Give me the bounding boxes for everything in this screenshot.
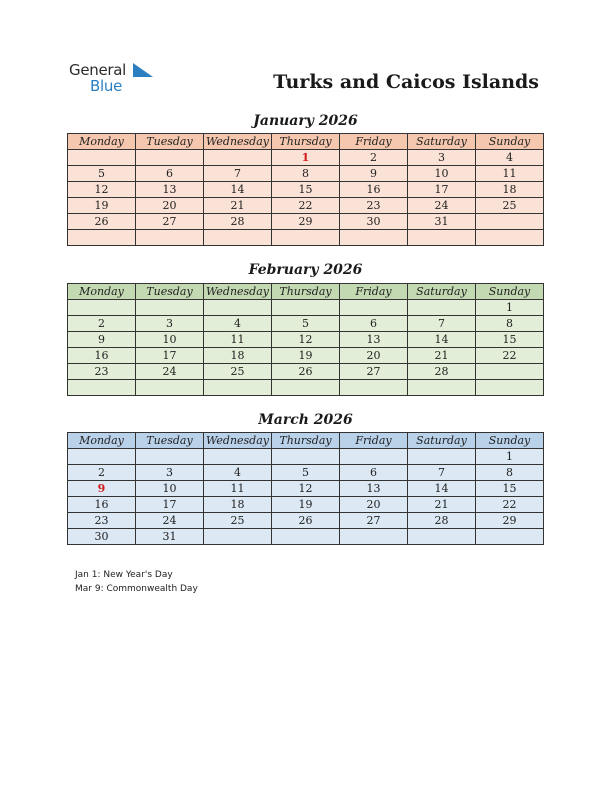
- weekday-header: Wednesday: [204, 134, 272, 150]
- day-cell: 21: [408, 497, 476, 513]
- day-cell: 19: [272, 348, 340, 364]
- empty-day-cell: [68, 449, 136, 465]
- week-row: [68, 300, 544, 316]
- day-cell: 23: [68, 364, 136, 380]
- day-cell: 17: [136, 497, 204, 513]
- empty-day-cell: [476, 230, 544, 246]
- week-row: [68, 198, 544, 214]
- empty-day-cell: [408, 230, 476, 246]
- day-cell: 31: [408, 214, 476, 230]
- weekday-header: Monday: [68, 134, 136, 150]
- weekday-header: Thursday: [272, 433, 340, 449]
- week-row: [68, 513, 544, 529]
- weekday-header: Monday: [68, 284, 136, 300]
- holiday-note: Mar 9: Commonwealth Day: [75, 584, 198, 594]
- day-cell: 12: [272, 332, 340, 348]
- weekday-header: Wednesday: [204, 284, 272, 300]
- weekday-header: Thursday: [272, 134, 340, 150]
- day-cell: 15: [476, 332, 544, 348]
- day-cell: 27: [340, 513, 408, 529]
- day-cell: 10: [136, 481, 204, 497]
- week-row: [68, 166, 544, 182]
- day-cell: 21: [204, 198, 272, 214]
- day-cell: 24: [136, 513, 204, 529]
- day-cell: 5: [272, 465, 340, 481]
- day-cell: 13: [340, 332, 408, 348]
- day-cell: 14: [204, 182, 272, 198]
- empty-day-cell: [476, 214, 544, 230]
- day-cell: 5: [272, 316, 340, 332]
- calendar-march: [67, 432, 544, 545]
- empty-day-cell: [272, 449, 340, 465]
- week-row: [68, 182, 544, 198]
- day-cell: 27: [340, 364, 408, 380]
- week-row: [68, 465, 544, 481]
- empty-day-cell: [68, 150, 136, 166]
- weekday-header: Friday: [340, 134, 408, 150]
- empty-day-cell: [204, 529, 272, 545]
- month-title-february: February 2026: [248, 262, 363, 278]
- day-cell: 14: [408, 481, 476, 497]
- empty-day-cell: [408, 380, 476, 396]
- day-cell: 24: [136, 364, 204, 380]
- day-cell: 19: [272, 497, 340, 513]
- day-cell: 4: [204, 316, 272, 332]
- day-cell: 8: [476, 465, 544, 481]
- day-cell: 27: [136, 214, 204, 230]
- week-row: [68, 481, 544, 497]
- empty-day-cell: [136, 230, 204, 246]
- empty-day-cell: [272, 230, 340, 246]
- day-cell: 2: [68, 316, 136, 332]
- weekday-header: Friday: [340, 284, 408, 300]
- week-row: [68, 230, 544, 246]
- day-cell: 24: [408, 198, 476, 214]
- day-cell: 9: [68, 332, 136, 348]
- day-cell: 13: [136, 182, 204, 198]
- day-cell: 16: [340, 182, 408, 198]
- day-cell: 8: [476, 316, 544, 332]
- empty-day-cell: [476, 380, 544, 396]
- week-row: [68, 380, 544, 396]
- day-cell: 6: [340, 465, 408, 481]
- day-cell: 11: [204, 481, 272, 497]
- day-cell: 11: [476, 166, 544, 182]
- empty-day-cell: [204, 150, 272, 166]
- weekday-header: Tuesday: [136, 134, 204, 150]
- day-cell: 18: [204, 497, 272, 513]
- day-cell: 17: [136, 348, 204, 364]
- empty-day-cell: [68, 300, 136, 316]
- empty-day-cell: [68, 230, 136, 246]
- day-cell: 3: [408, 150, 476, 166]
- day-cell: 20: [136, 198, 204, 214]
- week-row: [68, 150, 544, 166]
- day-cell: 5: [68, 166, 136, 182]
- week-row: [68, 214, 544, 230]
- day-cell: 22: [476, 497, 544, 513]
- brand-logo: [69, 61, 169, 97]
- day-cell: 4: [476, 150, 544, 166]
- weekday-header: Sunday: [476, 433, 544, 449]
- empty-day-cell: [408, 449, 476, 465]
- day-cell: 30: [68, 529, 136, 545]
- day-cell: 3: [136, 465, 204, 481]
- empty-day-cell: [136, 150, 204, 166]
- logo-word-general: General: [69, 61, 127, 79]
- day-cell: 18: [476, 182, 544, 198]
- empty-day-cell: [476, 529, 544, 545]
- week-row: [68, 364, 544, 380]
- day-cell: 29: [476, 513, 544, 529]
- empty-day-cell: [340, 300, 408, 316]
- day-cell: 3: [136, 316, 204, 332]
- empty-day-cell: [68, 380, 136, 396]
- empty-day-cell: [204, 300, 272, 316]
- empty-day-cell: [272, 529, 340, 545]
- month-title-january: January 2026: [253, 113, 358, 129]
- empty-day-cell: [272, 380, 340, 396]
- weekday-header: Saturday: [408, 284, 476, 300]
- empty-day-cell: [136, 449, 204, 465]
- day-cell: 10: [136, 332, 204, 348]
- day-cell: 10: [408, 166, 476, 182]
- empty-day-cell: [408, 300, 476, 316]
- calendar-february: [67, 283, 544, 396]
- day-cell: 31: [136, 529, 204, 545]
- holiday-notes: [75, 568, 198, 596]
- weekday-header: Monday: [68, 433, 136, 449]
- day-cell: 26: [68, 214, 136, 230]
- day-cell: 9: [340, 166, 408, 182]
- day-cell: 6: [136, 166, 204, 182]
- weekday-header: Tuesday: [136, 433, 204, 449]
- empty-day-cell: [476, 364, 544, 380]
- empty-day-cell: [340, 449, 408, 465]
- day-cell: 1: [476, 449, 544, 465]
- day-cell: 22: [476, 348, 544, 364]
- day-cell: 11: [204, 332, 272, 348]
- empty-day-cell: [340, 529, 408, 545]
- day-cell: 7: [408, 465, 476, 481]
- weekday-header: Tuesday: [136, 284, 204, 300]
- week-row: [68, 497, 544, 513]
- weekday-header: Wednesday: [204, 433, 272, 449]
- empty-day-cell: [204, 380, 272, 396]
- day-cell: 1: [476, 300, 544, 316]
- day-cell: 25: [204, 513, 272, 529]
- day-cell: 4: [204, 465, 272, 481]
- calendar-january: [67, 133, 544, 246]
- day-cell: 2: [340, 150, 408, 166]
- day-cell: 25: [204, 364, 272, 380]
- weekday-header: Sunday: [476, 284, 544, 300]
- country-title: Turks and Caicos Islands: [273, 71, 539, 93]
- day-cell: 20: [340, 348, 408, 364]
- logo-triangle-icon: [133, 63, 153, 77]
- day-cell: 22: [272, 198, 340, 214]
- day-cell: 7: [408, 316, 476, 332]
- empty-day-cell: [272, 300, 340, 316]
- day-cell: 20: [340, 497, 408, 513]
- day-cell: 13: [340, 481, 408, 497]
- day-cell: 9: [68, 481, 136, 497]
- day-cell: 19: [68, 198, 136, 214]
- weekday-header: Friday: [340, 433, 408, 449]
- day-cell: 7: [204, 166, 272, 182]
- day-cell: 18: [204, 348, 272, 364]
- day-cell: 30: [340, 214, 408, 230]
- day-cell: 21: [408, 348, 476, 364]
- logo-word-blue: Blue: [90, 77, 122, 95]
- day-cell: 28: [204, 214, 272, 230]
- day-cell: 14: [408, 332, 476, 348]
- day-cell: 25: [476, 198, 544, 214]
- empty-day-cell: [204, 449, 272, 465]
- day-cell: 1: [272, 150, 340, 166]
- empty-day-cell: [204, 230, 272, 246]
- day-cell: 26: [272, 513, 340, 529]
- week-row: [68, 348, 544, 364]
- empty-day-cell: [136, 300, 204, 316]
- week-row: [68, 449, 544, 465]
- day-cell: 23: [68, 513, 136, 529]
- holiday-note: Jan 1: New Year's Day: [75, 570, 173, 580]
- day-cell: 28: [408, 513, 476, 529]
- day-cell: 2: [68, 465, 136, 481]
- weekday-header: Sunday: [476, 134, 544, 150]
- day-cell: 12: [68, 182, 136, 198]
- day-cell: 12: [272, 481, 340, 497]
- day-cell: 28: [408, 364, 476, 380]
- month-title-march: March 2026: [258, 412, 353, 428]
- empty-day-cell: [408, 529, 476, 545]
- week-row: [68, 332, 544, 348]
- week-row: [68, 316, 544, 332]
- day-cell: 16: [68, 497, 136, 513]
- day-cell: 29: [272, 214, 340, 230]
- day-cell: 8: [272, 166, 340, 182]
- day-cell: 16: [68, 348, 136, 364]
- day-cell: 15: [476, 481, 544, 497]
- week-row: [68, 529, 544, 545]
- day-cell: 17: [408, 182, 476, 198]
- day-cell: 23: [340, 198, 408, 214]
- weekday-header: Saturday: [408, 433, 476, 449]
- day-cell: 26: [272, 364, 340, 380]
- day-cell: 15: [272, 182, 340, 198]
- empty-day-cell: [340, 230, 408, 246]
- weekday-header: Thursday: [272, 284, 340, 300]
- day-cell: 6: [340, 316, 408, 332]
- empty-day-cell: [136, 380, 204, 396]
- empty-day-cell: [340, 380, 408, 396]
- weekday-header: Saturday: [408, 134, 476, 150]
